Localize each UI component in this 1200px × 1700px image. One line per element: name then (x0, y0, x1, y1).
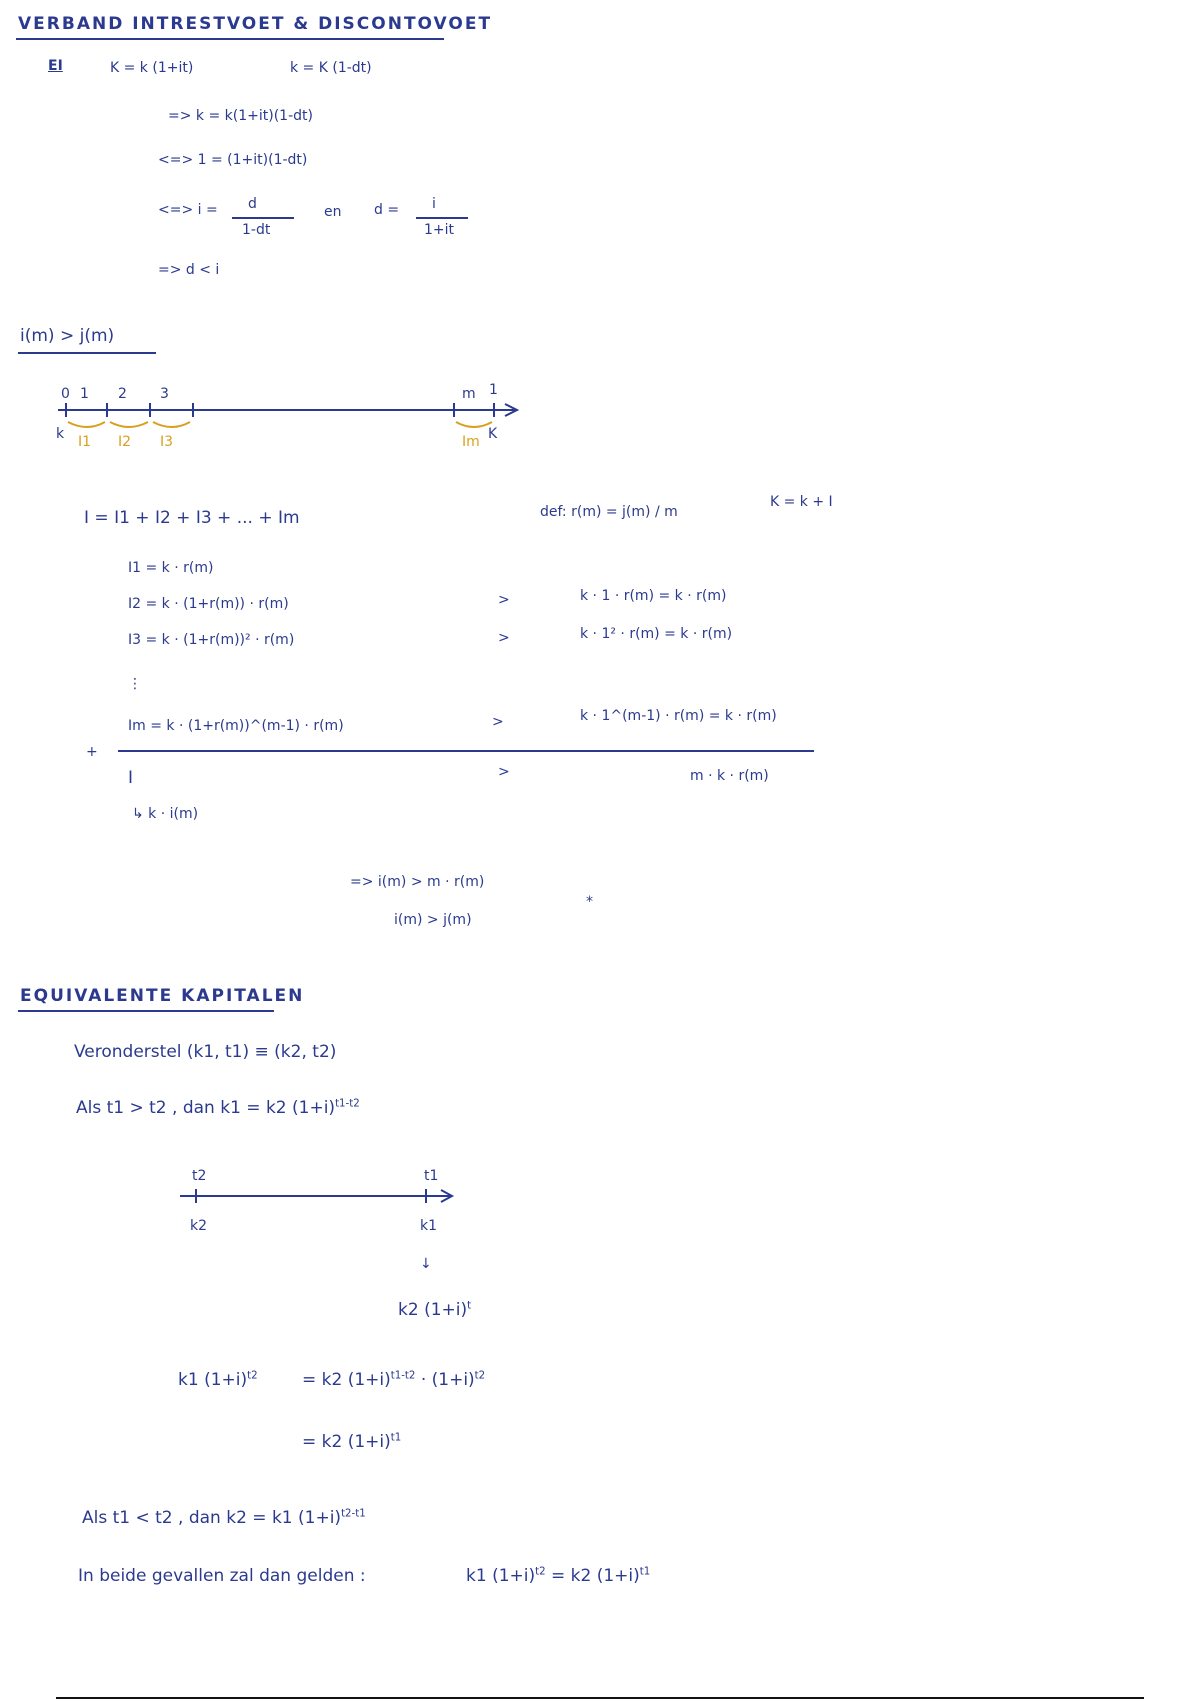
final-statement: In beide gevallen zal dan gelden : (78, 1566, 366, 1586)
timeline-label-0: 0 (61, 386, 70, 402)
down-arrow: ↓ (420, 1256, 432, 1272)
row-I3: I3 = k · (1+r(m))² · r(m) (128, 632, 295, 648)
plus-sign: + (86, 744, 98, 760)
fraction-2-numerator: i (432, 196, 436, 212)
period-I1: I1 (78, 434, 92, 450)
timeline-k2: k2 (190, 1218, 208, 1234)
equation-discount: k = K (1-dt) (290, 60, 372, 76)
row-Im: Im = k · (1+r(m))^(m-1) · r(m) (128, 718, 344, 734)
timeline-label-2: 2 (118, 386, 127, 402)
assumption: Veronderstel (k1, t1) ≡ (k2, t2) (74, 1042, 337, 1062)
case-1-text: Als t1 > t2 , dan k1 = k2 (1+i) (76, 1098, 336, 1118)
timeline-t1: t1 (424, 1168, 439, 1184)
timeline-K-end: K (488, 426, 498, 442)
timeline-k1: k1 (420, 1218, 438, 1234)
fraction-2-denominator: 1+it (424, 222, 455, 238)
section-title-equivalent: EQUIVALENTE KAPITALEN (20, 986, 305, 1006)
definition-rm: def: r(m) = j(m) / m (540, 504, 678, 520)
compounded-k2-exp: t (467, 1300, 472, 1312)
case-2-exp: t2-t1 (341, 1508, 366, 1520)
row-Im-gt: > (492, 714, 504, 730)
row-I2: I2 = k · (1+r(m)) · r(m) (128, 596, 289, 612)
derivation-result-exp: t1 (390, 1432, 402, 1444)
compounded-k2: k2 (1+i) (398, 1300, 468, 1320)
text-en: en (324, 204, 342, 220)
row-I3-right: k · 1² · r(m) = k · r(m) (580, 626, 733, 642)
total-right: m · k · r(m) (690, 768, 769, 784)
final-eq-right: = k2 (1+i) (551, 1566, 640, 1586)
capital-equation: K = k + I (770, 494, 833, 510)
timeline-t2: t2 (192, 1168, 207, 1184)
timeline-label-3: 3 (160, 386, 169, 402)
conclusion-1: => i(m) > m · r(m) (350, 874, 485, 890)
row-I3-gt: > (498, 630, 510, 646)
final-eq-left: k1 (1+i) (466, 1566, 536, 1586)
row-ellipsis: ⋮ (128, 676, 142, 692)
section-title-im-jm: i(m) > j(m) (20, 326, 115, 346)
fraction-1-denominator: 1-dt (242, 222, 271, 238)
row-Im-right: k · 1^(m-1) · r(m) = k · r(m) (580, 708, 777, 724)
total-interest: ↳ k · i(m) (132, 806, 199, 822)
label-ei: EI (48, 58, 63, 74)
derivation-mult: · (1+i) (420, 1370, 475, 1390)
step-3a: <=> i = (158, 202, 218, 218)
period-I3: I3 (160, 434, 174, 450)
equation-capital: K = k (1+it) (110, 60, 194, 76)
step-4: => d < i (158, 262, 220, 278)
row-I1: I1 = k · r(m) (128, 560, 214, 576)
fraction-1-numerator: d (248, 196, 257, 212)
derivation-result: = k2 (1+i) (302, 1432, 391, 1452)
step-1: => k = k(1+it)(1-dt) (168, 108, 313, 124)
derivation-right: = k2 (1+i) (302, 1370, 391, 1390)
section-title-verband: VERBAND INTRESTVOET & DISCONTOVOET (18, 14, 493, 34)
sum-line: I = I1 + I2 + I3 + ... + Im (84, 508, 300, 528)
final-eq-left-exp: t2 (535, 1566, 546, 1578)
conclusion-2: i(m) > j(m) (394, 912, 472, 928)
timeline-label-1: 1 (80, 386, 89, 402)
row-I2-gt: > (498, 592, 510, 608)
total-gt: > (498, 764, 510, 780)
derivation-left-exp: t2 (247, 1370, 258, 1382)
step-2: <=> 1 = (1+it)(1-dt) (158, 152, 308, 168)
case-2-text: Als t1 < t2 , dan k2 = k1 (1+i) (82, 1508, 342, 1528)
timeline-label-m: m (462, 386, 476, 402)
derivation-right-exp: t1-t2 (390, 1370, 416, 1382)
final-eq-right-exp: t1 (639, 1566, 651, 1578)
row-I2-right: k · 1 · r(m) = k · r(m) (580, 588, 727, 604)
period-I2: I2 (118, 434, 132, 450)
case-1-exp: t1-t2 (335, 1098, 360, 1110)
timeline-label-end: 1 (489, 382, 498, 398)
star-mark: * (586, 894, 593, 910)
page-bottom-rule (56, 1697, 1144, 1699)
period-Im: Im (462, 434, 480, 450)
derivation-mult-exp: t2 (474, 1370, 486, 1382)
total-left: I (128, 768, 134, 788)
derivation-left: k1 (1+i) (178, 1370, 248, 1390)
timeline-k-start: k (56, 426, 65, 442)
step-3b: d = (374, 202, 400, 218)
